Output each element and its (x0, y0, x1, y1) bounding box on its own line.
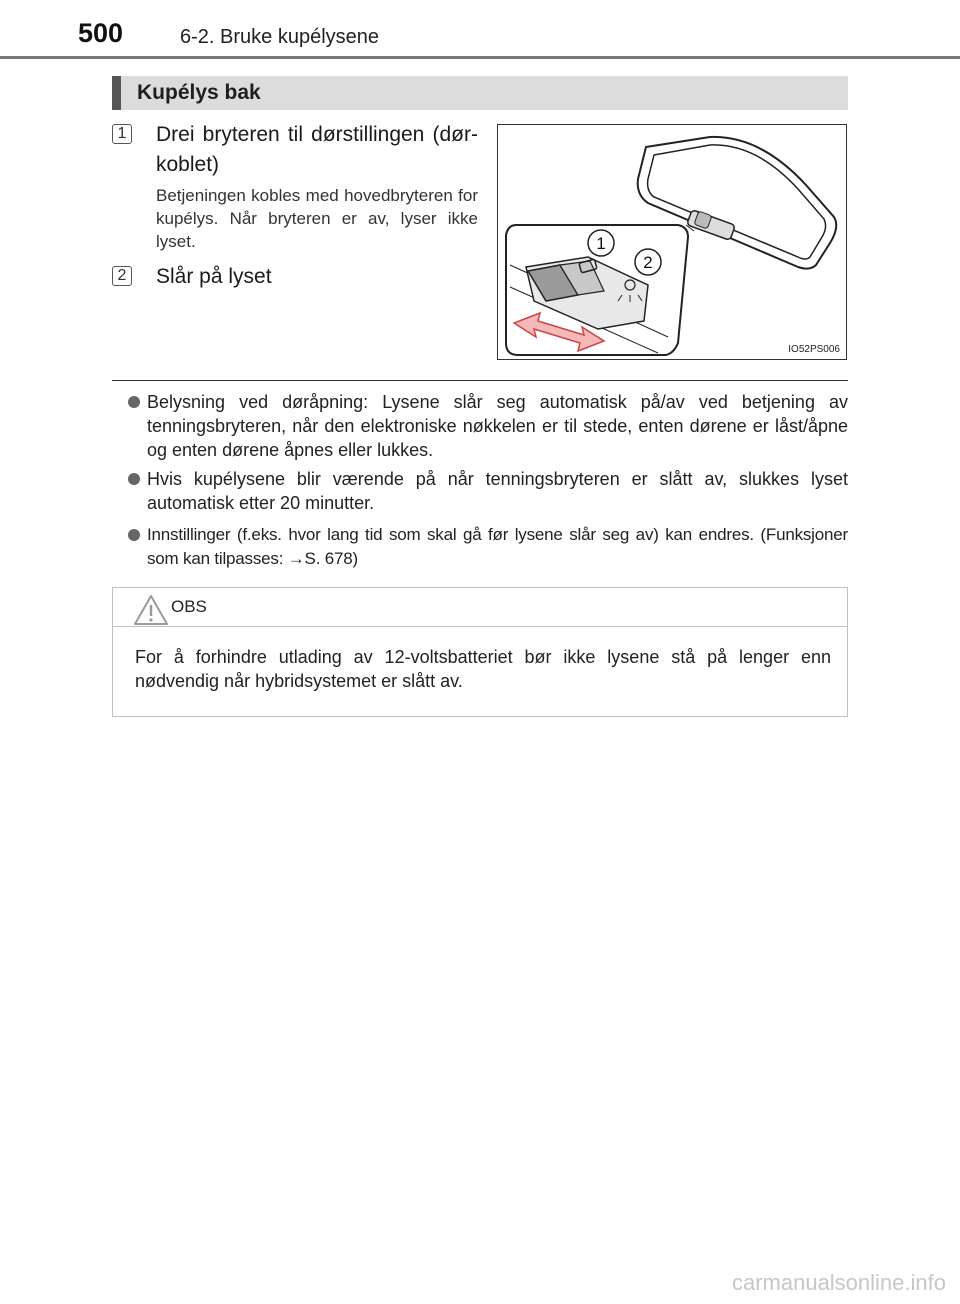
figure-code: IO52PS006 (788, 344, 840, 355)
watermark: carmanualsonline.info (731, 1270, 946, 1295)
step-2 (112, 262, 478, 296)
header-divider (0, 56, 960, 59)
note-item (112, 467, 848, 515)
warning-triangle-icon (133, 594, 169, 626)
section-heading-bar (112, 76, 848, 110)
rear-interior-light-drawing (498, 125, 846, 359)
step-number-badge: 2 (112, 266, 132, 286)
bullet-dot-icon (128, 529, 140, 541)
page-header (0, 0, 960, 62)
bullet-dot-icon (128, 396, 140, 408)
figure-callout-1: 1 (596, 234, 606, 253)
interior-light-illustration (497, 124, 847, 360)
caution-label: OBS (171, 597, 207, 616)
note-item (112, 523, 848, 571)
section-divider (112, 380, 848, 381)
step-title: Slår på lyset (156, 265, 272, 288)
chapter-title: 6-2. Bruke kupélysene (180, 26, 380, 48)
caution-text: For å forhindre utlading av 12-voltsbatteriet bør ikke lysene stå på lenger enn nødvendig når hybridsystemet er slått av. (135, 647, 831, 691)
note-item (112, 390, 848, 462)
bullet-dot-icon (128, 473, 140, 485)
figure-callout-2: 2 (643, 253, 653, 272)
note-text: Belysning ved døråpning: Lysene slår seg automatisk på/av ved betjening av tenningsbryteren, når den elektroniske nøkkelen er til stede, enten dørene er låst/åpne og enten dørene åpnes eller lukkes. (147, 392, 848, 460)
step-title: Drei bryteren til dørstillingen (dør-koblet) (156, 123, 478, 176)
caution-box (112, 587, 848, 717)
section-title: Kupélys bak (137, 81, 261, 104)
page-number: 500 (78, 18, 124, 48)
step-number-badge: 1 (112, 124, 132, 144)
note-text: Hvis kupélysene blir værende på når tenningsbryteren er slått av, slukkes lyset automatisk etter 20 minutter. (147, 469, 848, 513)
caution-header (113, 588, 847, 627)
note-text: Innstillinger (f.eks. hvor lang tid som skal gå før lysene slår seg av) kan endres. (Funksjoner som kan tilpasses: →S. 678) (147, 525, 848, 568)
step-description: Betjeningen kobles med hovedbryteren for kupélys. Når bryteren er av, lyser ikke lyset. (156, 186, 478, 251)
step-1 (112, 120, 478, 280)
